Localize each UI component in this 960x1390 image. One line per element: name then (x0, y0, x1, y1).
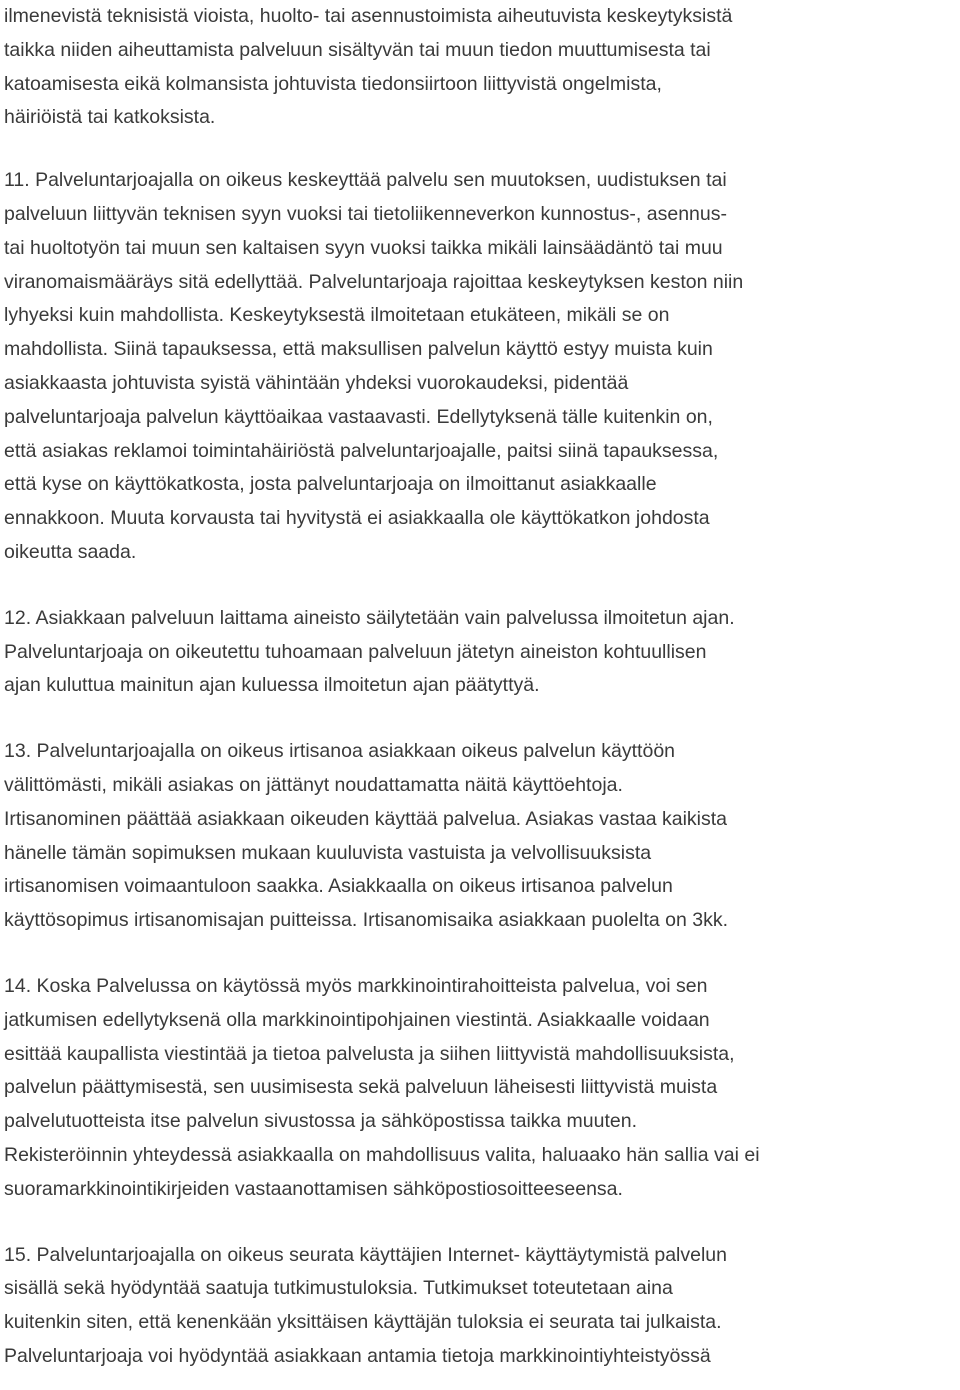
paragraph-gap (4, 1207, 960, 1239)
text-line: ilmenevistä teknisistä vioista, huolto- tai asennustoimista aiheutuvista keskeytyksistä (4, 5, 733, 27)
text-line: 12. Asiakkaan palveluun laittama aineisto säilytetään vain palvelussa ilmoitetun ajan. (4, 606, 735, 629)
paragraph (4, 1239, 960, 1374)
text-line: että kyse on käyttökatkosta, josta palveluntarjoaja on ilmoittanut asiakkaalle (4, 473, 657, 496)
document-page (4, 0, 960, 1374)
paragraph (4, 164, 960, 570)
text-line: suoramarkkinointikirjeiden vastaanottamisen sähköpostiosoitteeseensa. (4, 1177, 623, 1200)
paragraph (4, 735, 960, 938)
text-line: Rekisteröinnin yhteydessä asiakkaalla on mahdollisuus valita, haluaako hän sallia vai ei (4, 1143, 760, 1166)
text-line: 11. Palveluntarjoajalla on oikeus keskeyttää palvelu sen muutoksen, uudistuksen tai (4, 169, 727, 192)
paragraph-gap (4, 703, 960, 735)
text-line: Irtisanominen päättää asiakkaan oikeuden käyttää palvelua. Asiakas vastaa kaikista (4, 807, 728, 830)
paragraph (4, 0, 960, 135)
paragraph (4, 970, 960, 1207)
text-line: oikeutta saada. (4, 540, 137, 563)
text-line: Palveluntarjoaja on oikeutettu tuhoamaan palveluun jätetyn aineiston kohtuullisen (4, 640, 707, 663)
text-line: viranomaismääräys sitä edellyttää. Palveluntarjoaja rajoittaa keskeytyksen keston niin (4, 270, 744, 293)
text-line: ennakkoon. Muuta korvausta tai hyvitystä ei asiakkaalla ole käyttökatkon johdosta (4, 507, 710, 530)
text-line: 15. Palveluntarjoajalla on oikeus seurata käyttäjien Internet- käyttäytymistä palvelun (4, 1243, 727, 1266)
text-line: mahdollista. Siinä tapauksessa, että maksullisen palvelun käyttö estyy muista kuin (4, 338, 713, 361)
paragraph-gap (4, 570, 960, 602)
text-line: asiakkaasta johtuvista syistä vähintään yhdeksi vuorokaudeksi, pidentää (4, 371, 629, 394)
text-line: hänelle tämän sopimuksen mukaan kuuluvista vastuista ja velvollisuuksista (4, 841, 652, 864)
text-line: esittää kaupallista viestintää ja tietoa palvelusta ja siihen liittyvistä mahdollisuuksista, (4, 1042, 735, 1065)
text-line: käyttösopimus irtisanomisajan puitteissa. Irtisanomisaika asiakkaan puolelta on 3kk. (4, 909, 729, 932)
paragraph (4, 602, 960, 703)
text-line: välittömästi, mikäli asiakas on jättänyt noudattamatta näitä käyttöehtoja. (4, 773, 623, 796)
text-line: palvelutuotteista itse palvelun sivustossa ja sähköpostissa taikka muuten. (4, 1110, 638, 1133)
text-line: tai huoltotyön tai muun sen kaltaisen syyn vuoksi taikka mikäli lainsäädäntö tai muu (4, 236, 723, 259)
paragraph-gap (4, 938, 960, 970)
text-line: palveluntarjoaja palvelun käyttöaikaa vastaavasti. Edellytyksenä tälle kuitenkin on, (4, 405, 713, 428)
text-line: sisällä sekä hyödyntää saatuja tutkimustuloksia. Tutkimukset toteutetaan aina (4, 1277, 673, 1300)
text-line: kuitenkin siten, että kenenkään yksittäisen käyttäjän tuloksia ei seurata tai julkaista. (4, 1311, 722, 1334)
text-line: Palveluntarjoaja voi hyödyntää asiakkaan antamia tietoja markkinointiyhteistyössä (4, 1344, 711, 1367)
text-line: irtisanomisen voimaantuloon saakka. Asiakkaalla on oikeus irtisanoa palvelun (4, 875, 673, 898)
text-line: katoamisesta eikä kolmansista johtuvista tiedonsiirtoon liittyvistä ongelmista, (4, 72, 662, 95)
text-line: taikka niiden aiheuttamista palveluun sisältyvän tai muun tiedon muuttumisesta tai (4, 38, 711, 61)
text-line: palvelun päättymisestä, sen uusimisesta sekä palveluun läheisesti liittyvistä muista (4, 1076, 718, 1099)
text-line: jatkumisen edellytyksenä olla markkinointipohjainen viestintä. Asiakkaalle voidaan (4, 1008, 710, 1031)
text-line: 14. Koska Palvelussa on käytössä myös markkinointirahoitteista palvelua, voi sen (4, 974, 708, 997)
text-line: häiriöistä tai katkoksista. (4, 106, 216, 129)
text-line: että asiakas reklamoi toimintahäiriöstä palveluntarjoajalle, paitsi siinä tapauksessa, (4, 439, 719, 462)
text-line: ajan kuluttua mainitun ajan kuluessa ilmoitetun ajan päätyttyä. (4, 674, 540, 697)
paragraph-gap (4, 135, 960, 164)
text-line: 13. Palveluntarjoajalla on oikeus irtisanoa asiakkaan oikeus palvelun käyttöön (4, 740, 676, 763)
text-line: lyhyeksi kuin mahdollista. Keskeytyksestä ilmoitetaan etukäteen, mikäli se on (4, 304, 670, 327)
text-line: palveluun liittyvän teknisen syyn vuoksi tai tietoliikenneverkon kunnostus-, asennus- (4, 202, 727, 225)
